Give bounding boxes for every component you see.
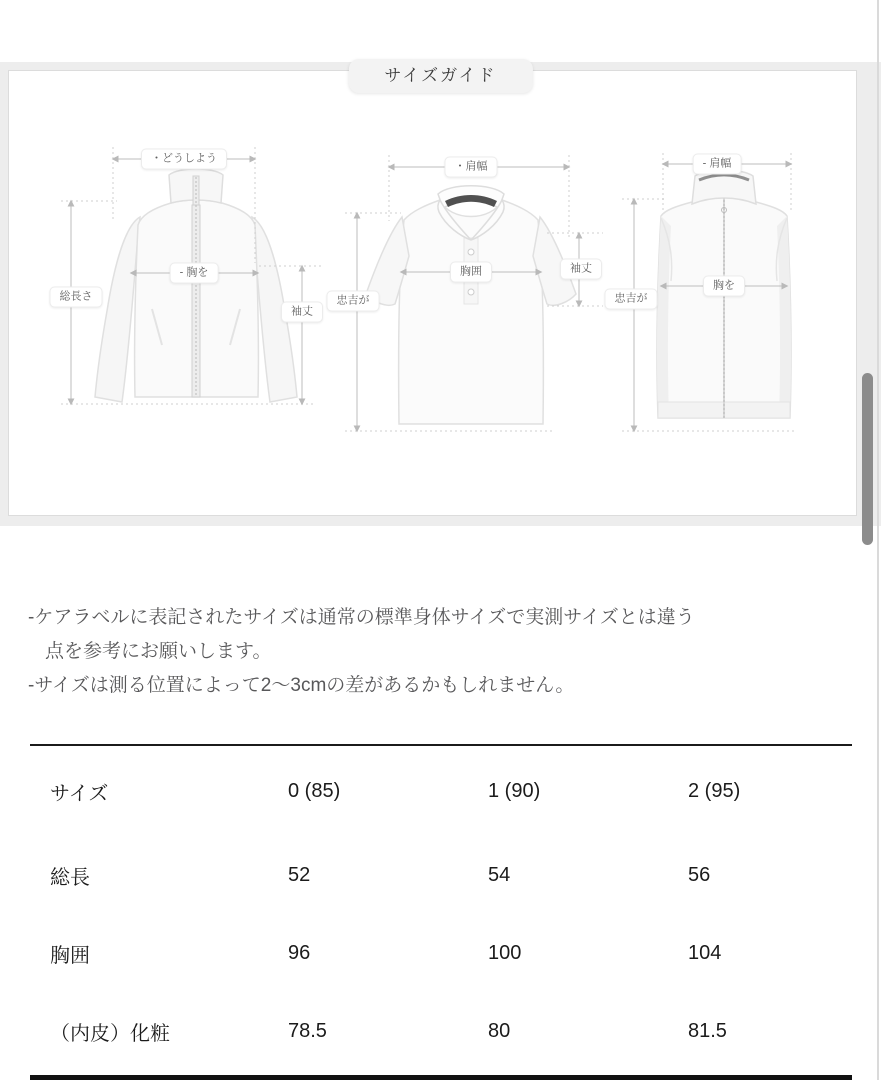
vest-chest-label: 胸を: [703, 276, 745, 297]
polo-total-length-label: 忠吉が: [327, 291, 380, 312]
window-right-edge: [877, 0, 879, 1080]
column-header: 1 (90): [488, 779, 541, 802]
size-table: [30, 744, 852, 1070]
row-label: 胸囲: [50, 944, 90, 967]
cell-value: 80: [488, 1019, 511, 1042]
polo-chest-label: 胸囲: [450, 262, 492, 283]
jacket-sleeve-length-label: 袖丈: [281, 302, 323, 323]
note-line: -ケアラベルに表記されたサイズは通常の標準身体サイズで実測サイズとは違う: [28, 607, 695, 628]
cell-value: 100: [488, 941, 522, 964]
jacket-shoulder-width-label: ・どうしよう: [141, 149, 227, 170]
column-header: 2 (95): [688, 779, 741, 802]
vest-shoulder-width-label: - 肩幅: [693, 154, 742, 175]
polo-shoulder-width-label: ・肩幅: [445, 157, 498, 178]
jacket-chest-label: - 胸を: [170, 263, 219, 284]
note-line: 点を参考にお願いします。: [45, 641, 272, 662]
cell-value: 104: [688, 941, 722, 964]
vest-total-length-label: 忠吉が: [605, 289, 658, 310]
row-label: （内皮）化粧: [50, 1022, 170, 1045]
size-guide-tab[interactable]: サイズガイド: [348, 59, 532, 93]
cell-value: 54: [488, 863, 511, 886]
table-row: [30, 836, 852, 914]
table-row: [30, 992, 852, 1070]
column-header: 0 (85): [288, 779, 341, 802]
cell-value: 81.5: [688, 1019, 727, 1042]
size-notes: [28, 601, 695, 703]
cell-value: 56: [688, 863, 711, 886]
cell-value: 96: [288, 941, 311, 964]
jacket-total-length-label: 総長さ: [50, 287, 103, 308]
cell-value: 52: [288, 863, 311, 886]
table-row: [30, 914, 852, 992]
scrollbar-thumb[interactable]: [862, 373, 873, 545]
table-bottom-border: [30, 1075, 852, 1080]
polo-sleeve-length-label: 袖丈: [560, 259, 602, 280]
table-corner-label: サイズ: [50, 782, 109, 805]
diagram-panel: [8, 70, 857, 516]
table-header-row: [30, 746, 852, 836]
row-label: 総長: [50, 866, 90, 889]
cell-value: 78.5: [288, 1019, 327, 1042]
note-line: -サイズは測る位置によって2～3cmの差があるかもしれません。: [28, 675, 575, 696]
